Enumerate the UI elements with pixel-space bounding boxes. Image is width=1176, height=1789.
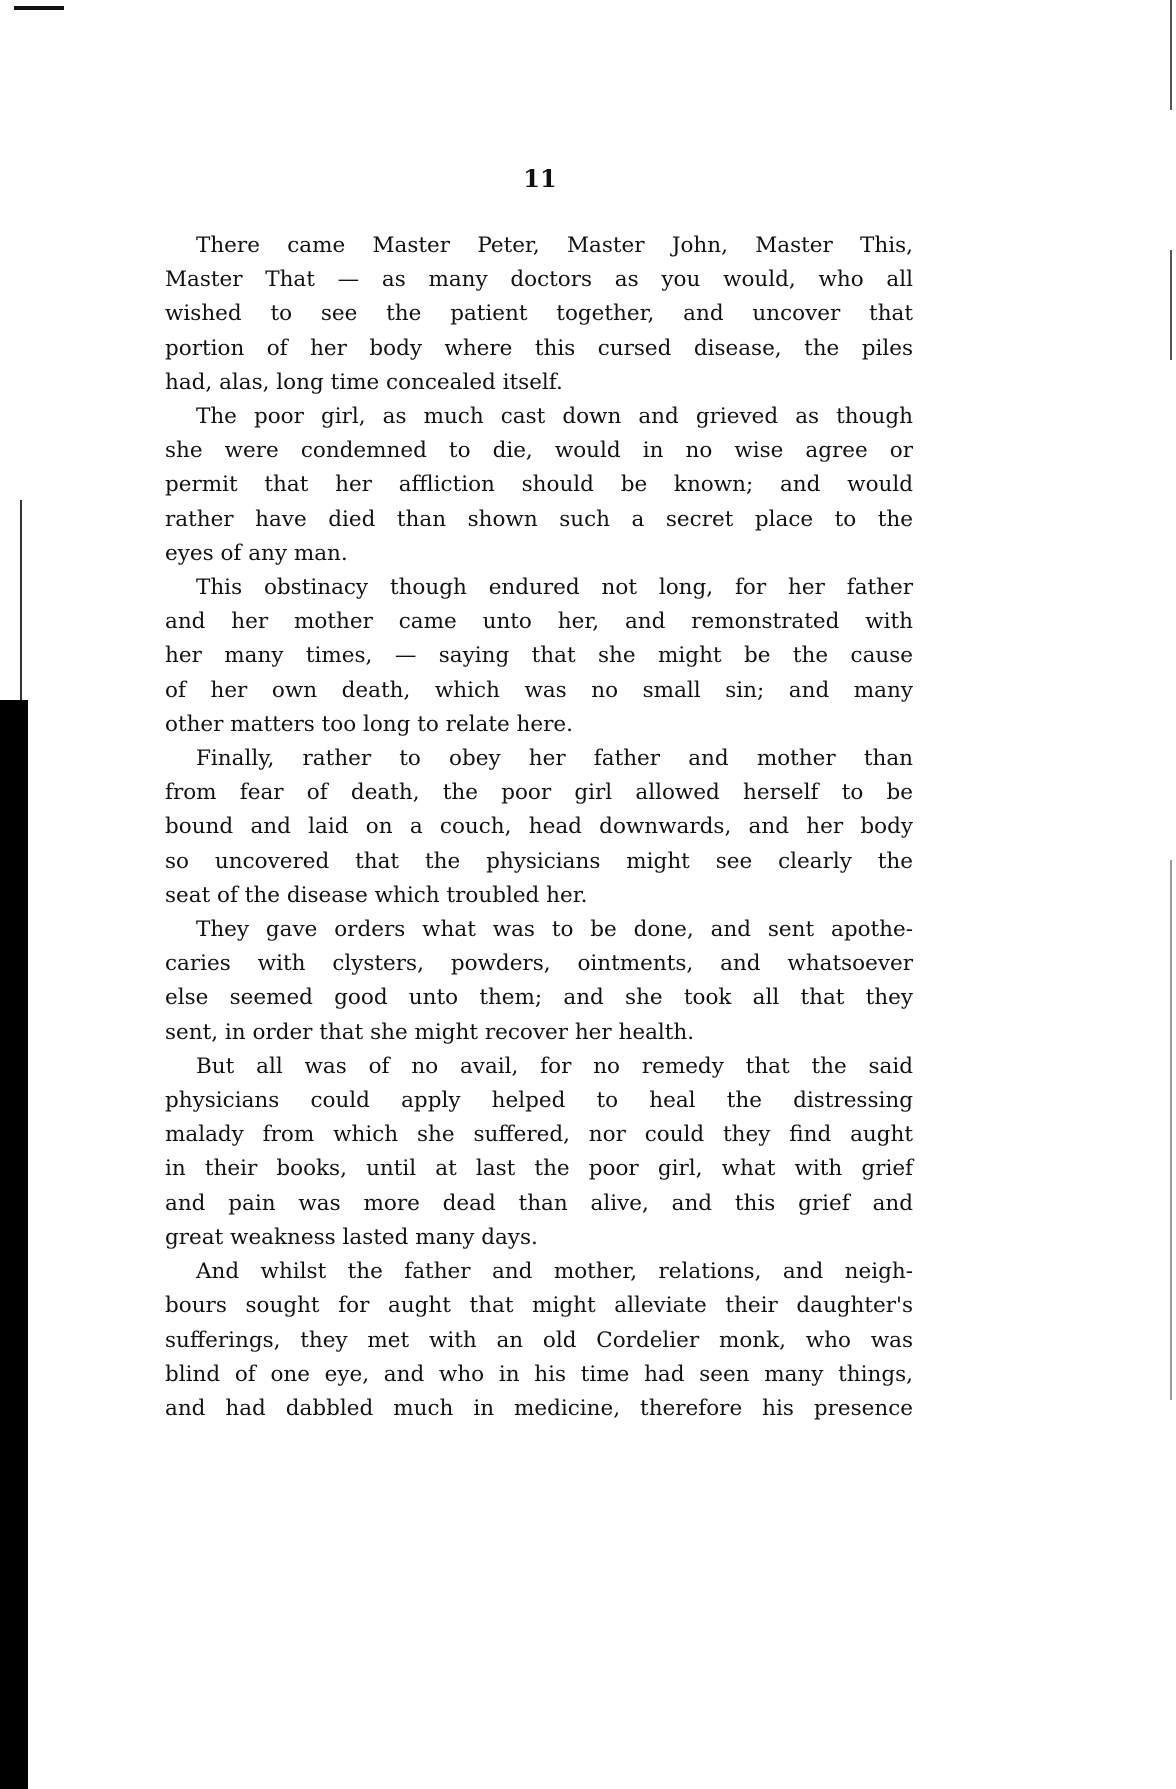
paragraph (165, 229, 913, 400)
page-edge-mark (1170, 860, 1172, 1400)
binding-edge-line (20, 500, 22, 700)
text-line: And whilst the father and mother, relations, and neigh- (196, 1259, 913, 1285)
text-line: other matters too long to relate here. (165, 711, 573, 737)
paragraph (165, 742, 913, 913)
text-line: rather have died than shown such a secret place to the (165, 506, 913, 532)
binding-shadow (0, 700, 28, 1789)
text-line: and had dabbled much in medicine, therefore his presence (165, 1395, 913, 1421)
text-line: They gave orders what was to be done, and sent apothe- (196, 917, 913, 943)
body-text (165, 229, 913, 1426)
page-number: 11 (523, 164, 557, 193)
text-line: had, alas, long time concealed itself. (165, 369, 563, 395)
text-line: and pain was more dead than alive, and this grief and (165, 1190, 913, 1216)
paragraph (165, 1050, 913, 1255)
page-edge-mark (1170, 0, 1172, 110)
text-line: wished to see the patient together, and uncover that (165, 301, 913, 327)
text-line: malady from which she suffered, nor could they find aught (165, 1122, 913, 1148)
text-line: This obstinacy though endured not long, for her father (196, 575, 913, 601)
text-line: The poor girl, as much cast down and grieved as though (196, 404, 913, 430)
text-line: great weakness lasted many days. (165, 1224, 538, 1250)
paragraph (165, 1255, 913, 1426)
text-line: from fear of death, the poor girl allowed herself to be (165, 780, 913, 806)
text-line: of her own death, which was no small sin; and many (165, 677, 913, 703)
text-line: But all was of no avail, for no remedy that the said (196, 1053, 913, 1079)
text-line: bound and laid on a couch, head downwards, and her body (165, 814, 913, 840)
text-line: bours sought for aught that might alleviate their daughter's (165, 1293, 913, 1319)
text-line: she were condemned to die, would in no wise agree or (165, 438, 913, 464)
text-line: blind of one eye, and who in his time had seen many things, (165, 1361, 913, 1387)
text-line: in their books, until at last the poor girl, what with grief (165, 1156, 913, 1182)
paragraph (165, 400, 913, 571)
text-line: Master That — as many doctors as you would, who all (165, 267, 913, 293)
text-line: caries with clysters, powders, ointments, and whatsoever (165, 951, 913, 977)
scan-mark (14, 6, 64, 10)
text-line: and her mother came unto her, and remonstrated with (165, 609, 913, 635)
page-edge-mark (1170, 250, 1172, 360)
text-line: else seemed good unto them; and she took all that they (165, 985, 913, 1011)
paragraph (165, 913, 913, 1050)
text-line: physicians could apply helped to heal the distressing (165, 1088, 913, 1114)
text-line: so uncovered that the physicians might see clearly the (165, 848, 913, 874)
paragraph (165, 571, 913, 742)
text-line: portion of her body where this cursed disease, the piles (165, 335, 913, 361)
text-line: There came Master Peter, Master John, Master This, (196, 233, 913, 258)
text-line: her many times, — saying that she might be the cause (165, 643, 913, 669)
text-line: eyes of any man. (165, 540, 348, 566)
text-line: sent, in order that she might recover her health. (165, 1019, 695, 1045)
text-line: sufferings, they met with an old Cordelier monk, who was (165, 1327, 913, 1353)
text-line: Finally, rather to obey her father and mother than (196, 746, 913, 772)
text-line: permit that her affliction should be known; and would (165, 472, 913, 498)
text-line: seat of the disease which troubled her. (165, 882, 588, 908)
